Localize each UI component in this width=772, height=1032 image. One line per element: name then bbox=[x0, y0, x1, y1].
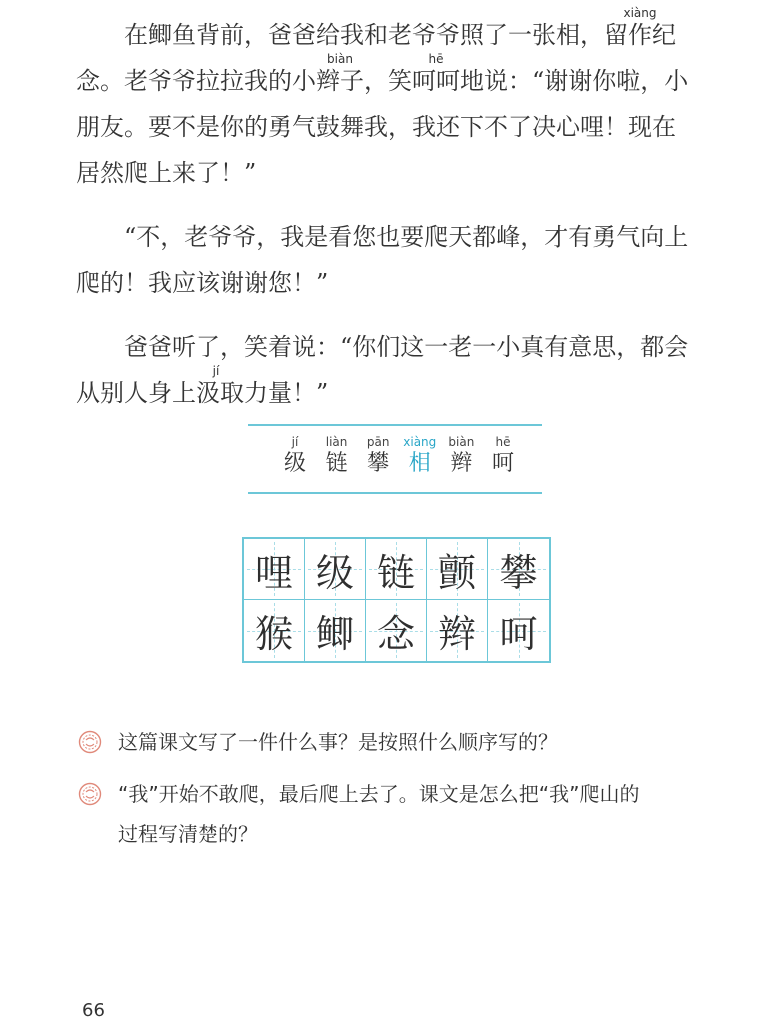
vocab-char bbox=[484, 434, 522, 478]
line-text: 爸爸听了，笑着说：“你们这一老一小真有意思，都会 bbox=[124, 333, 689, 361]
passage-line bbox=[76, 6, 716, 52]
grid-cell bbox=[305, 539, 366, 600]
line-text: 居然爬上来了！” bbox=[76, 159, 257, 187]
vocab-hanzi: 相 bbox=[408, 451, 431, 476]
vocab-pinyin: biàn bbox=[448, 435, 475, 449]
question-2 bbox=[76, 774, 726, 854]
vocab-char bbox=[359, 434, 397, 478]
question-text: “我”开始不敢爬，最后爬上去了。课文是怎么把“我”爬山的 bbox=[118, 782, 640, 806]
pinyin-annotation: biàn bbox=[327, 52, 353, 66]
grid-char: 哩 bbox=[254, 550, 293, 595]
grid-char: 链 bbox=[376, 550, 415, 595]
question-1 bbox=[76, 722, 726, 762]
grid-char: 级 bbox=[315, 550, 354, 595]
vocab-char bbox=[318, 434, 356, 478]
vocab-char bbox=[442, 434, 480, 478]
question-text: 这篇课文写了一件什么事？是按照什么顺序写的？ bbox=[118, 730, 558, 754]
grid-cell bbox=[488, 600, 549, 661]
vocab-hanzi: 呵 bbox=[491, 451, 514, 476]
seal-icon bbox=[78, 782, 102, 806]
grid-cell bbox=[244, 600, 305, 661]
grid-char: 攀 bbox=[499, 550, 538, 595]
grid-cell bbox=[488, 539, 549, 600]
passage-line bbox=[76, 52, 716, 98]
grid-char: 念 bbox=[376, 612, 415, 656]
seal-icon bbox=[78, 730, 102, 754]
reading-passage bbox=[76, 6, 716, 410]
vocab-hanzi: 辫 bbox=[450, 451, 473, 476]
grid-cell bbox=[427, 600, 488, 661]
vocab-hanzi: 级 bbox=[283, 451, 306, 476]
vocab-pinyin: xiàng bbox=[403, 435, 437, 449]
passage-line bbox=[76, 208, 716, 254]
vocab-hanzi: 链 bbox=[325, 451, 348, 476]
pinyin-annotation: jí bbox=[212, 364, 220, 378]
paragraph-3 bbox=[76, 318, 716, 410]
vocab-hanzi: 攀 bbox=[367, 451, 390, 476]
line-text: 念。老爷爷拉拉我的小辫子，笑呵呵地说：“谢谢你啦，小 bbox=[76, 67, 689, 95]
passage-line bbox=[76, 318, 716, 364]
grid-char: 呵 bbox=[499, 612, 538, 656]
grid-char: 辫 bbox=[437, 612, 476, 656]
grid-cell bbox=[244, 539, 305, 600]
passage-line bbox=[76, 254, 716, 300]
grid-cell bbox=[305, 600, 366, 661]
grid-char: 猴 bbox=[254, 612, 293, 656]
writing-grid bbox=[242, 537, 551, 663]
line-text: 从别人身上汲取力量！” bbox=[76, 379, 329, 407]
line-text: 爬的！我应该谢谢您！” bbox=[76, 269, 329, 297]
vocab-char bbox=[276, 434, 314, 478]
vocab-pinyin: hē bbox=[495, 435, 511, 449]
vocab-pinyin: pān bbox=[366, 435, 390, 449]
grid-cell bbox=[366, 600, 427, 661]
vocab-char-highlighted bbox=[401, 434, 439, 478]
grid-char: 鲫 bbox=[315, 612, 354, 656]
passage-line bbox=[76, 364, 716, 410]
grid-cell bbox=[366, 539, 427, 600]
exercise-questions bbox=[76, 722, 726, 854]
line-text: “不，老爷爷，我是看您也要爬天都峰，才有勇气向上 bbox=[124, 223, 689, 251]
paragraph-1 bbox=[76, 6, 716, 190]
vocab-pinyin: liàn bbox=[325, 435, 348, 449]
paragraph-2 bbox=[76, 208, 716, 300]
page-number: 66 bbox=[82, 1000, 105, 1021]
passage-line bbox=[76, 98, 716, 144]
grid-cell bbox=[427, 539, 488, 600]
passage-line bbox=[76, 144, 716, 190]
vocab-pinyin: jí bbox=[291, 435, 299, 449]
line-text: 在鲫鱼背前，爸爸给我和老爷爷照了一张相，留作纪 bbox=[124, 21, 676, 49]
pinyin-annotation: xiàng bbox=[623, 6, 657, 20]
question-text: 过程写清楚的？ bbox=[118, 822, 258, 846]
pinyin-annotation: hē bbox=[428, 52, 444, 66]
new-characters-strip bbox=[248, 424, 542, 494]
grid-char: 颤 bbox=[437, 550, 476, 595]
line-text: 朋友。要不是你的勇气鼓舞我，我还下不了决心哩！现在 bbox=[76, 113, 676, 141]
